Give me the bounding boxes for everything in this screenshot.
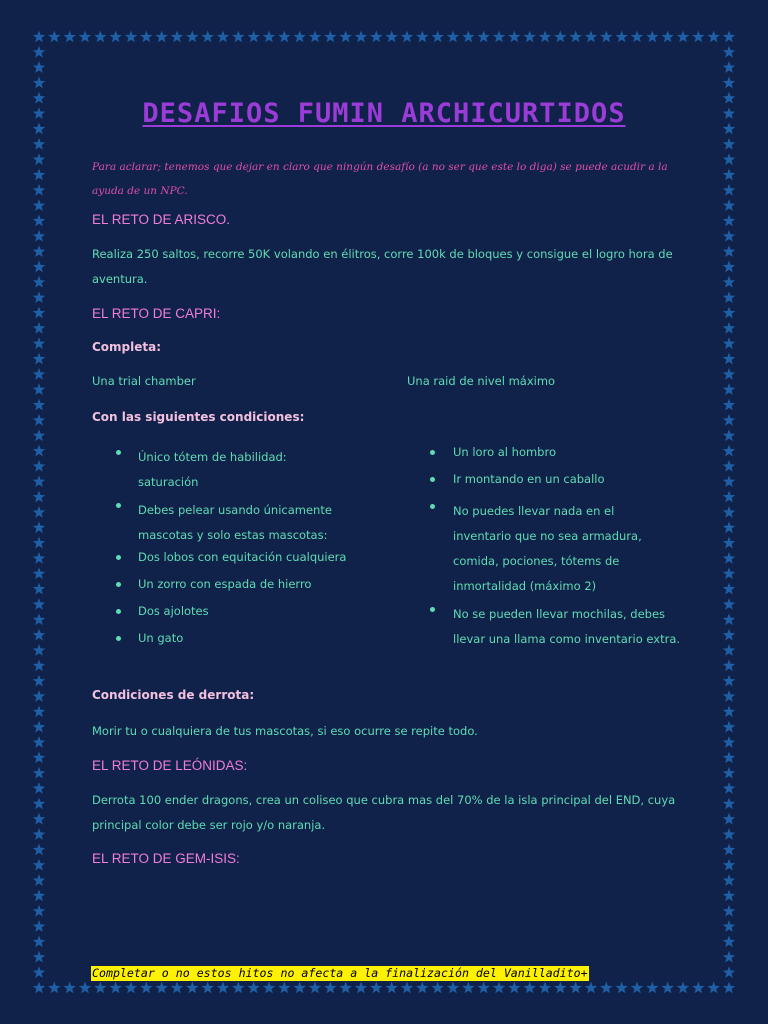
list-item: Dos ajolotes <box>138 604 209 618</box>
bullet-icon <box>430 477 435 482</box>
star-icon <box>33 874 45 886</box>
page-title <box>0 98 768 129</box>
star-icon <box>33 705 45 717</box>
star-icon <box>600 31 612 43</box>
star-icon <box>33 690 45 702</box>
star-icon <box>201 31 213 43</box>
star-icon <box>109 31 121 43</box>
completa-item-raid: Una raid de nivel máximo <box>407 374 556 388</box>
star-icon <box>33 445 45 457</box>
star-icon <box>33 215 45 227</box>
star-icon <box>462 982 474 994</box>
star-icon <box>723 184 735 196</box>
star-icon <box>539 982 551 994</box>
star-icon <box>523 982 535 994</box>
star-icon <box>462 31 474 43</box>
bullet-icon <box>116 636 121 641</box>
star-icon <box>723 215 735 227</box>
star-icon <box>324 31 336 43</box>
star-icon <box>723 751 735 763</box>
star-icon <box>723 874 735 886</box>
star-icon <box>723 445 735 457</box>
star-icon <box>569 982 581 994</box>
star-icon <box>477 31 489 43</box>
star-icon <box>723 276 735 288</box>
star-icon <box>431 982 443 994</box>
star-icon <box>33 813 45 825</box>
bullet-icon <box>116 503 121 508</box>
star-icon <box>263 31 275 43</box>
star-icon <box>723 797 735 809</box>
star-icon <box>309 31 321 43</box>
star-icon <box>33 767 45 779</box>
star-icon <box>508 31 520 43</box>
star-icon <box>33 843 45 855</box>
star-icon <box>615 31 627 43</box>
star-icon <box>125 982 137 994</box>
star-icon <box>723 368 735 380</box>
footer-highlight: Completar o no estos hitos no afecta a la finalización del Vanilladito+ <box>92 966 588 980</box>
star-icon <box>600 982 612 994</box>
star-icon <box>370 982 382 994</box>
star-icon <box>401 31 413 43</box>
bullet-icon <box>116 555 121 560</box>
star-icon <box>33 905 45 917</box>
bullet-icon <box>116 450 121 455</box>
star-icon <box>723 859 735 871</box>
star-icon <box>33 537 45 549</box>
star-icon <box>155 31 167 43</box>
star-icon <box>33 552 45 564</box>
star-icon <box>33 399 45 411</box>
star-icon <box>493 31 505 43</box>
star-icon <box>723 843 735 855</box>
star-icon <box>33 199 45 211</box>
star-icon <box>723 567 735 579</box>
star-icon <box>677 982 689 994</box>
star-icon <box>723 399 735 411</box>
star-icon <box>339 982 351 994</box>
star-icon <box>324 982 336 994</box>
star-icon <box>33 322 45 334</box>
star-icon <box>539 31 551 43</box>
star-icon <box>723 583 735 595</box>
star-icon <box>723 245 735 257</box>
star-icon <box>33 675 45 687</box>
completa-item-trial: Una trial chamber <box>92 374 196 388</box>
list-item: Un gato <box>138 631 184 645</box>
star-icon <box>48 31 60 43</box>
star-icon <box>33 31 45 43</box>
star-icon <box>33 491 45 503</box>
star-icon <box>631 31 643 43</box>
list-item: Dos lobos con equitación cualquiera <box>138 550 347 564</box>
star-icon <box>723 491 735 503</box>
heading-capri: EL RETO DE CAPRI: <box>92 306 221 321</box>
star-icon <box>431 31 443 43</box>
npc-note: Para aclarar; tenemos que dejar en claro que ningún desafío (a no ser que este lo diga) se puede acudir a la ayuda de un NPC. <box>92 161 668 197</box>
star-icon <box>217 31 229 43</box>
star-icon <box>723 889 735 901</box>
star-icon <box>155 982 167 994</box>
star-icon <box>33 307 45 319</box>
star-icon <box>707 31 719 43</box>
star-icon <box>33 245 45 257</box>
star-icon <box>33 935 45 947</box>
star-icon <box>723 138 735 150</box>
star-icon <box>109 982 121 994</box>
star-icon <box>723 307 735 319</box>
star-icon <box>646 31 658 43</box>
star-icon <box>278 982 290 994</box>
heading-gemisis: EL RETO DE GEM-ISIS: <box>92 851 240 866</box>
star-icon <box>33 61 45 73</box>
star-icon <box>33 797 45 809</box>
star-icon <box>48 982 60 994</box>
star-icon <box>523 31 535 43</box>
star-icon <box>33 184 45 196</box>
star-icon <box>33 460 45 472</box>
star-icon <box>723 813 735 825</box>
star-icon <box>723 966 735 978</box>
star-icon <box>33 982 45 994</box>
text-derrota: Morir tu o cualquiera de tus mascotas, si eso ocurre se repite todo. <box>92 724 478 738</box>
star-icon <box>661 982 673 994</box>
star-icon <box>723 935 735 947</box>
list-item: Debes pelear usando únicamente mascotas y solo estas mascotas: <box>138 503 332 542</box>
star-icon <box>723 77 735 89</box>
star-icon <box>723 383 735 395</box>
star-icon <box>554 31 566 43</box>
star-icon <box>493 982 505 994</box>
star-icon <box>33 751 45 763</box>
star-icon <box>569 31 581 43</box>
star-icon <box>723 675 735 687</box>
star-icon <box>217 982 229 994</box>
star-icon <box>723 721 735 733</box>
star-icon <box>33 153 45 165</box>
star-icon <box>447 982 459 994</box>
star-icon <box>723 828 735 840</box>
star-icon <box>723 46 735 58</box>
star-icon <box>723 169 735 181</box>
star-icon <box>707 982 719 994</box>
list-item: Ir montando en un caballo <box>453 472 605 486</box>
star-icon <box>79 982 91 994</box>
star-icon <box>723 629 735 641</box>
star-icon <box>33 169 45 181</box>
star-icon <box>33 613 45 625</box>
star-icon <box>33 414 45 426</box>
star-icon <box>33 736 45 748</box>
star-icon <box>33 506 45 518</box>
star-icon <box>723 552 735 564</box>
star-icon <box>416 31 428 43</box>
star-icon <box>723 230 735 242</box>
list-item: Único tótem de habilidad: saturación <box>138 450 287 489</box>
star-icon <box>723 644 735 656</box>
list-item: Un loro al hombro <box>453 445 556 459</box>
star-icon <box>33 368 45 380</box>
star-icon <box>33 782 45 794</box>
star-icon <box>33 966 45 978</box>
star-icon <box>33 951 45 963</box>
star-icon <box>585 982 597 994</box>
star-icon <box>723 905 735 917</box>
star-icon <box>33 644 45 656</box>
star-icon <box>723 982 735 994</box>
star-icon <box>723 322 735 334</box>
star-icon <box>94 982 106 994</box>
star-icon <box>723 61 735 73</box>
star-icon <box>63 982 75 994</box>
star-icon <box>723 705 735 717</box>
star-icon <box>186 31 198 43</box>
star-icon <box>723 659 735 671</box>
star-icon <box>508 982 520 994</box>
bullet-icon <box>116 609 121 614</box>
star-icon <box>723 31 735 43</box>
star-icon <box>33 230 45 242</box>
star-icon <box>232 31 244 43</box>
star-icon <box>171 982 183 994</box>
star-icon <box>723 690 735 702</box>
star-icon <box>723 736 735 748</box>
star-icon <box>615 982 627 994</box>
star-icon <box>355 31 367 43</box>
star-icon <box>79 31 91 43</box>
star-icon <box>723 460 735 472</box>
label-completa: Completa: <box>92 340 162 354</box>
star-icon <box>201 982 213 994</box>
star-icon <box>309 982 321 994</box>
page-title-text: DESAFIOS FUMIN ARCHICURTIDOS <box>142 98 626 129</box>
star-icon <box>33 920 45 932</box>
star-icon <box>339 31 351 43</box>
star-icon <box>94 31 106 43</box>
star-icon <box>723 337 735 349</box>
star-icon <box>692 982 704 994</box>
star-icon <box>33 138 45 150</box>
star-icon <box>33 721 45 733</box>
bullet-icon <box>430 607 435 612</box>
star-icon <box>140 982 152 994</box>
star-icon <box>33 46 45 58</box>
star-icon <box>33 77 45 89</box>
star-icon <box>677 31 689 43</box>
star-icon <box>293 982 305 994</box>
star-icon <box>140 31 152 43</box>
star-icon <box>232 982 244 994</box>
star-icon <box>33 475 45 487</box>
bullet-icon <box>430 504 435 509</box>
star-icon <box>477 982 489 994</box>
list-item: No se pueden llevar mochilas, debes llevar una llama como inventario extra. <box>453 607 681 646</box>
star-icon <box>33 261 45 273</box>
star-icon <box>723 429 735 441</box>
star-icon <box>723 598 735 610</box>
star-icon <box>723 920 735 932</box>
star-icon <box>585 31 597 43</box>
star-icon <box>33 629 45 641</box>
star-icon <box>723 475 735 487</box>
star-icon <box>247 31 259 43</box>
list-item: No puedes llevar nada en el inventario que no sea armadura, comida, pociones, tótems de inmortalidad (máximo 2) <box>453 504 642 593</box>
star-icon <box>723 414 735 426</box>
star-icon <box>723 153 735 165</box>
star-icon <box>33 383 45 395</box>
star-icon <box>33 521 45 533</box>
label-derrota: Condiciones de derrota: <box>92 688 255 702</box>
star-icon <box>33 291 45 303</box>
star-icon <box>447 31 459 43</box>
star-icon <box>33 889 45 901</box>
star-icon <box>554 982 566 994</box>
star-icon <box>661 31 673 43</box>
star-icon <box>33 598 45 610</box>
star-icon <box>723 767 735 779</box>
star-icon <box>33 583 45 595</box>
star-icon <box>125 31 137 43</box>
star-icon <box>401 982 413 994</box>
star-icon <box>723 951 735 963</box>
text-arisco: Realiza 250 saltos, recorre 50K volando en élitros, corre 100k de bloques y consigue el logro hora de aventura. <box>92 247 673 286</box>
star-icon <box>723 199 735 211</box>
star-icon <box>631 982 643 994</box>
star-icon <box>293 31 305 43</box>
star-icon <box>355 982 367 994</box>
bullet-icon <box>116 582 121 587</box>
star-icon <box>171 31 183 43</box>
bullet-icon <box>430 450 435 455</box>
star-icon <box>723 291 735 303</box>
star-icon <box>33 276 45 288</box>
star-icon <box>33 859 45 871</box>
star-icon <box>723 521 735 533</box>
star-icon <box>33 429 45 441</box>
star-icon <box>263 982 275 994</box>
star-icon <box>33 353 45 365</box>
star-icon <box>385 31 397 43</box>
label-condiciones: Con las siguientes condiciones: <box>92 410 305 424</box>
star-icon <box>186 982 198 994</box>
star-icon <box>278 31 290 43</box>
heading-arisco: EL RETO DE ARISCO. <box>92 212 231 227</box>
star-icon <box>33 828 45 840</box>
star-icon <box>723 782 735 794</box>
star-icon <box>33 659 45 671</box>
star-icon <box>247 982 259 994</box>
star-icon <box>646 982 658 994</box>
star-icon <box>63 31 75 43</box>
star-icon <box>723 613 735 625</box>
star-icon <box>385 982 397 994</box>
star-icon <box>33 337 45 349</box>
star-icon <box>723 506 735 518</box>
star-icon <box>33 567 45 579</box>
star-icon <box>692 31 704 43</box>
star-icon <box>370 31 382 43</box>
text-leonidas: Derrota 100 ender dragons, crea un coliseo que cubra mas del 70% de la isla principal del END, cuya principal color debe ser rojo y/o naranja. <box>92 793 676 832</box>
list-item: Un zorro con espada de hierro <box>138 577 312 591</box>
star-icon <box>723 537 735 549</box>
star-icon <box>723 261 735 273</box>
star-icon <box>723 353 735 365</box>
heading-leonidas: EL RETO DE LEÓNIDAS: <box>92 758 248 773</box>
star-icon <box>416 982 428 994</box>
